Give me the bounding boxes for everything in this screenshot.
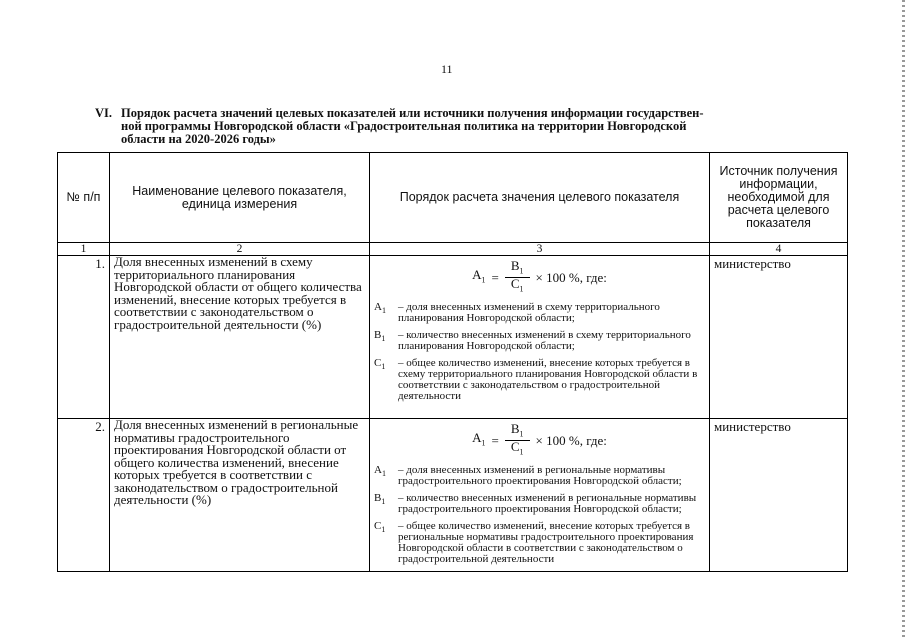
table-row xyxy=(58,419,848,572)
section-heading xyxy=(95,107,850,146)
heading-line-1: Порядок расчета значений целевых показателей или источники получения информации государствен- xyxy=(121,106,704,120)
indicators-table xyxy=(57,152,848,572)
formula: $A_1$ = $\frac{B_1}{C_1}$ × 100 %, где: xyxy=(472,258,607,294)
calculation-cell xyxy=(370,256,710,419)
info-source: министерство xyxy=(710,419,848,572)
header-name: Наименование целевого показателя, единица измерения xyxy=(110,153,370,243)
formula: $A_1$ = $\frac{B_1}{C_1}$ × 100 %, где: xyxy=(472,421,607,457)
formula-definition: $C_1$ – общее количество изменений, внесение которых требуется в схему территориального планирования Новгородской области в соответствии с законодательством о градостроительной деятельности xyxy=(374,357,698,403)
row-number: 1. xyxy=(58,256,110,419)
section-number: VI. xyxy=(95,106,113,120)
column-number: 1 xyxy=(58,243,110,256)
formula-definition: $C_1$ – общее количество изменений, внесение которых требуется в региональные нормативы градостроительного проектирования Новгородской области в соответствии с законодательством о градостроительной деятельности xyxy=(374,520,694,566)
header-source: Источник получения информации, необходимой для расчета целевого показателя xyxy=(710,153,848,243)
table-row xyxy=(58,256,848,419)
calculation-cell xyxy=(370,419,710,572)
page-number: 11 xyxy=(441,62,453,76)
heading-line-2: ной программы Новгородской области «Градостроительная политика на территории Новгородской xyxy=(121,119,687,133)
header-num: № п/п xyxy=(58,153,110,243)
indicator-name: Доля внесенных изменений в региональные нормативы градостроительного проектирования Новгородской области от общего количества изменений, внесение которых требуется в соответствии с законодательством о градостроительной деятельности (%) xyxy=(110,419,370,572)
formula-definition: $A_1$ – доля внесенных изменений в региональные нормативы градостроительного проектирования Новгородской области; xyxy=(374,464,682,488)
info-source: министерство xyxy=(710,256,848,419)
formula-definition: $B_1$ – количество внесенных изменений в региональные нормативы градостроительного проектирования Новгородской области; xyxy=(374,492,697,516)
table-header-row xyxy=(58,153,848,243)
column-number: 4 xyxy=(710,243,848,256)
formula-definition: $B_1$ – количество внесенных изменений в схему территориального планирования Новгородской области; xyxy=(374,329,691,353)
column-number: 2 xyxy=(110,243,370,256)
column-number: 3 xyxy=(370,243,710,256)
indicator-name: Доля внесенных изменений в схему территориального планирования Новгородской области от общего количества изменений, внесение которых требуется в соответствии с законодательством о градостроительной деятельности (%) xyxy=(110,256,370,419)
row-number: 2. xyxy=(58,419,110,572)
formula-definition: $A_1$ – доля внесенных изменений в схему территориального планирования Новгородской области; xyxy=(374,301,660,325)
heading-line-3: области на 2020-2026 годы» xyxy=(121,132,276,146)
header-calc: Порядок расчета значения целевого показателя xyxy=(370,153,710,243)
